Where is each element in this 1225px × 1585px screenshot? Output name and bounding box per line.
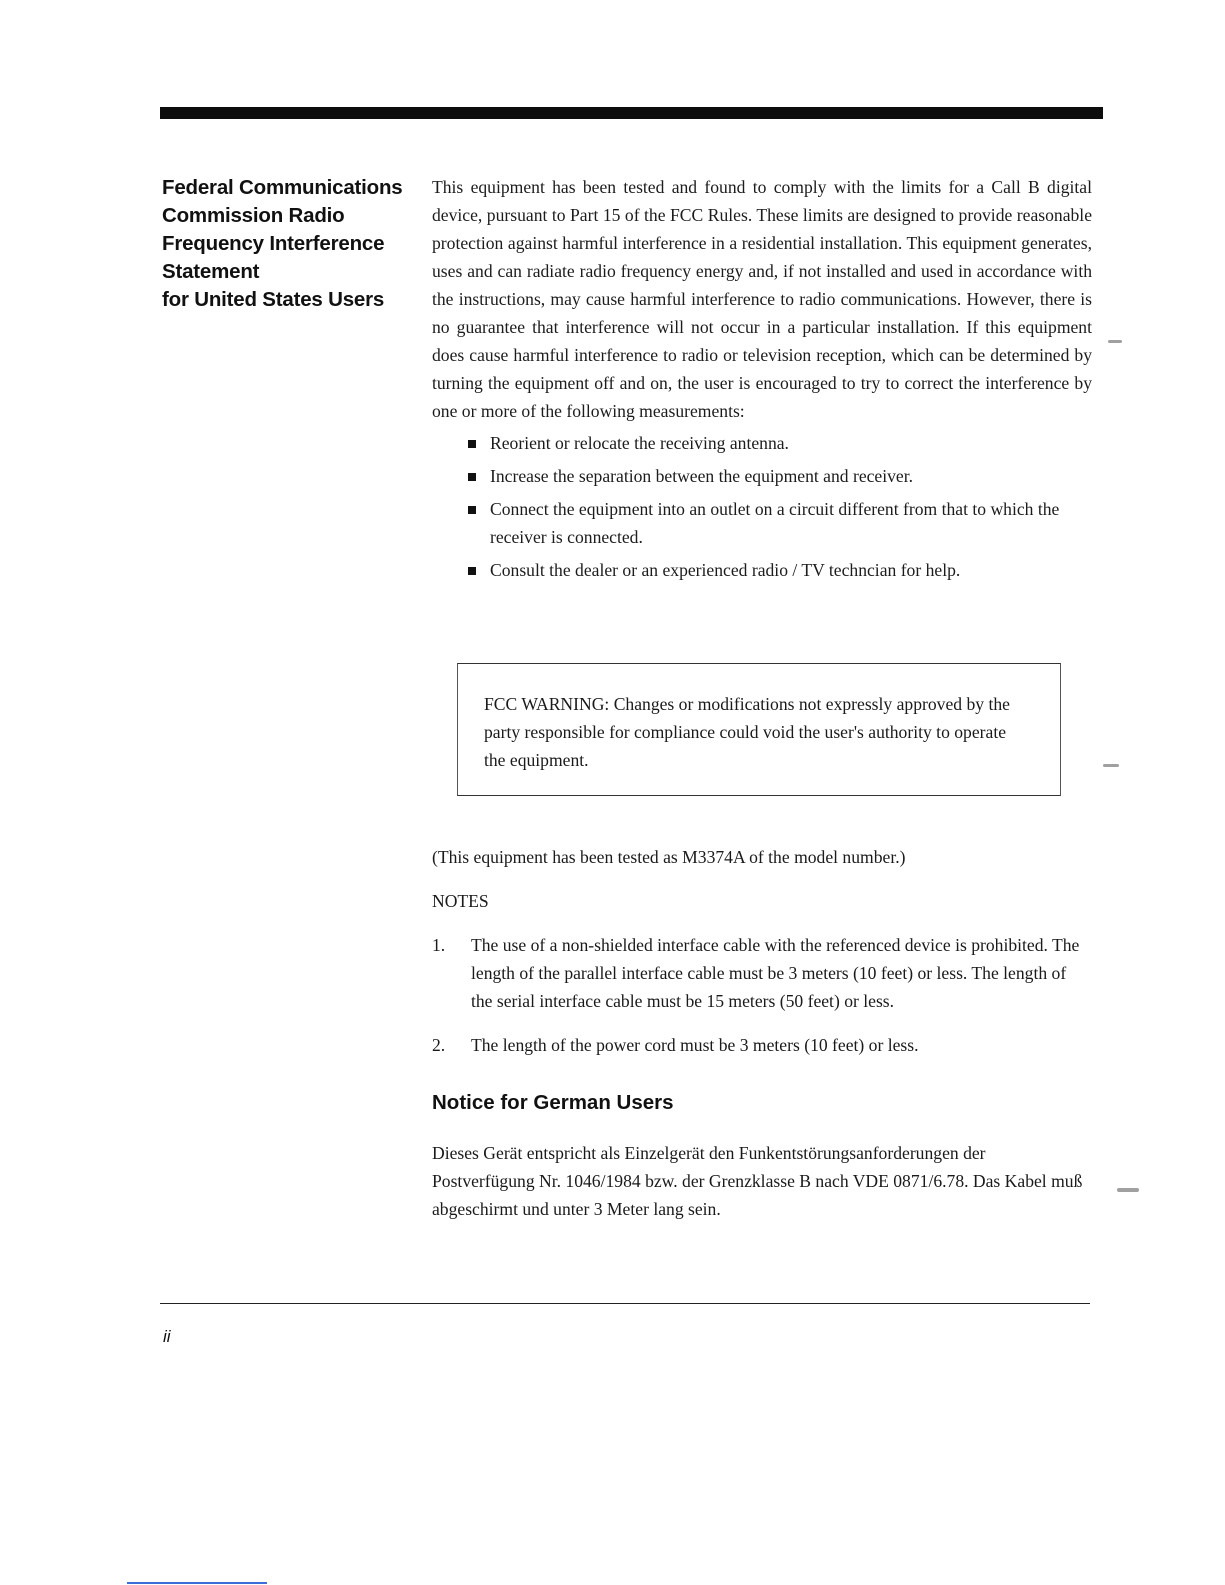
list-item (468, 462, 1092, 490)
notes-heading: NOTES (432, 891, 489, 911)
top-rule (160, 107, 1103, 119)
notes-list (432, 931, 1092, 1059)
list-item (468, 429, 1092, 457)
note-text: The use of a non-shielded interface cable with the referenced device is prohibited. The length of the parallel interface cable must be 3 meters (10 feet) or less. The length of the serial interface cable must be 15 meters (50 feet) or less. (471, 935, 1080, 1011)
note-number: 2. (432, 1035, 446, 1055)
list-item (468, 556, 1092, 584)
square-bullet-icon (468, 506, 476, 514)
model-note: (This equipment has been tested as M3374A of the model number.) (432, 847, 906, 867)
square-bullet-icon (468, 473, 476, 481)
section-heading-fcc (162, 174, 424, 314)
german-notice-text: Dieses Gerät entspricht als Einzelgerät den Funkentstörungsanforderungen der Postverfügung Nr. 1046/1984 bzw. der Grenzklasse B nach VDE 0871/6.78. Das Kabel muß abgeschirmt und unter 3 Meter lang sein. (432, 1143, 1083, 1219)
heading-line: for United States Users (162, 288, 385, 311)
square-bullet-icon (468, 567, 476, 575)
note-number: 1. (432, 935, 446, 955)
fcc-warning-text: FCC WARNING: Changes or modifications not expressly approved by the party responsible for compliance could void the user's authority to operate the equipment. (484, 694, 1010, 770)
viewer-underline (127, 1582, 267, 1584)
notes-section (432, 843, 1092, 1223)
list-item-text: Consult the dealer or an experienced radio / TV techncian for help. (490, 560, 961, 580)
measures-list (432, 429, 1092, 584)
list-item (432, 931, 1092, 1015)
scan-speck (1103, 764, 1119, 767)
note-text: The length of the power cord must be 3 meters (10 feet) or less. (471, 1035, 919, 1055)
heading-line: Commission Radio (162, 204, 345, 227)
square-bullet-icon (468, 440, 476, 448)
list-item (468, 495, 1092, 551)
fcc-body (432, 173, 1092, 589)
scan-speck (1108, 340, 1122, 343)
intro-paragraph: This equipment has been tested and found to comply with the limits for a Call B digital device, pursuant to Part 15 of the FCC Rules. These limits are designed to provide reasonable protection against harmful interference in a residential installation. This equipment generates, uses and can radiate radio frequency energy and, if not installed and used in accordance with the instructions, may cause harmful interference to radio communications. However, there is no guarantee that interference will not occur in a particular installation. If this equipment does cause harmful interference to radio or television reception, which can be determined by turning the equipment off and on, the user is encouraged to try to correct the interference by one or more of the following measurements: (432, 177, 1092, 421)
list-item-text: Increase the separation between the equipment and receiver. (490, 466, 914, 486)
heading-line: Frequency Interference (162, 232, 385, 255)
heading-line: Federal Communications (162, 176, 403, 199)
bottom-rule (160, 1303, 1090, 1304)
list-item-text: Connect the equipment into an outlet on a circuit different from that to which the receiver is connected. (490, 499, 1060, 547)
page-number: ii (163, 1327, 171, 1346)
list-item (432, 1031, 1092, 1059)
german-notice-heading: Notice for German Users (432, 1091, 674, 1114)
fcc-warning-box (457, 663, 1061, 796)
heading-line: Statement (162, 260, 260, 283)
scan-speck (1117, 1188, 1139, 1192)
list-item-text: Reorient or relocate the receiving antenna. (490, 433, 789, 453)
